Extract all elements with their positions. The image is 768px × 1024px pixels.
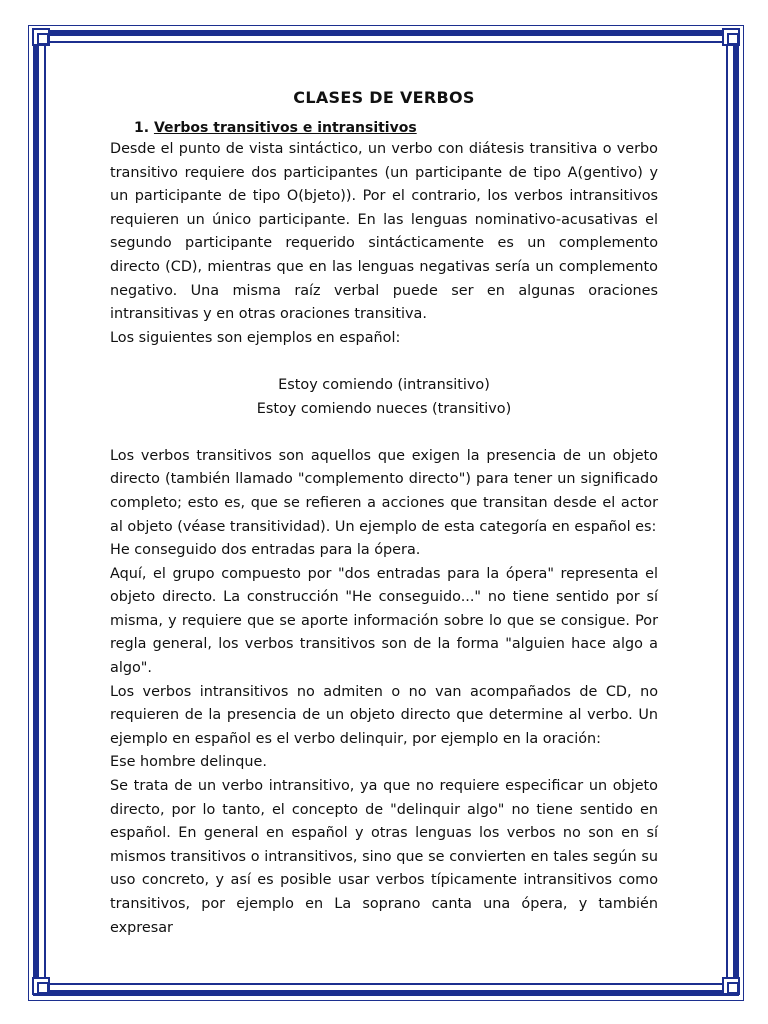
document-title: CLASES DE VERBOS [293,88,475,107]
paragraph-1: Desde el punto de vista sintáctico, un verbo con diátesis transitiva o verbo transitivo requiere dos participantes (un participante de tipo A(gentivo) y un participante de tipo O(bjeto)). Por el contrario, los verbos intransitivos requieren un único participante. En las lenguas nominativo-acusativas el segundo participante requerido sintácticamente es un complemento directo (CD), mientras que en las lenguas negativas sería un complemento negativo. Una misma raíz verbal puede ser en algunas oraciones intransitivas y en otras oraciones transitiva. [110,141,658,323]
paragraph-3: Los verbos transitivos son aquellos que exigen la presencia de un objeto directo (también llamado "complemento directo") para tener un significado completo; esto es, que se refieren a acciones que transitan desde el actor al objeto (véase transitividad). Un ejemplo de esta categoría en español es: [110,447,658,535]
corner-ornament-top-right [722,28,740,46]
corner-ornament-top-left [32,28,50,46]
paragraph-5: Aquí, el grupo compuesto por "dos entradas para la ópera" representa el objeto directo. La construcción "He conseguido..." no tiene sentido por sí misma, y requiere que se aporte información sobre lo que se consigue. Por regla general, los verbos transitivos son de la forma "alguien hace algo a algo". [110,565,658,677]
spacer [110,421,658,445]
document-body [110,88,658,940]
paragraph-7: Ese hombre delinque. [110,754,267,771]
paragraph-6: Los verbos intransitivos no admiten o no van acompañados de CD, no requieren de la presencia de un objeto directo que determine al verbo. Un ejemplo en español es el verbo delinquir, por ejemplo en la oración: [110,683,658,747]
example-1: Estoy comiendo (intransitivo) [278,376,490,393]
section-heading-text: Verbos transitivos e intransitivos [153,120,417,136]
paragraph-8: Se trata de un verbo intransitivo, ya que no requiere especificar un objeto directo, por lo tanto, el concepto de "delinquir algo" no tiene sentido en español. En general en español y otras lenguas los verbos no son en sí mismos transitivos o intransitivos, sino que se convierten en tales según su uso concreto, y así es posible usar verbos típicamente intransitivos como transitivos, por ejemplo en La soprano canta una ópera, y también expresar [110,778,658,936]
section-heading [134,120,658,136]
corner-ornament-bottom-right [722,977,740,995]
example-2: Estoy comiendo nueces (transitivo) [256,400,512,417]
spacer [110,350,658,374]
paragraph-2: Los siguientes son ejemplos en español: [110,329,401,346]
corner-ornament-bottom-left [32,977,50,995]
section-number: 1. [134,120,150,136]
paragraph-4: He conseguido dos entradas para la ópera. [110,542,421,559]
